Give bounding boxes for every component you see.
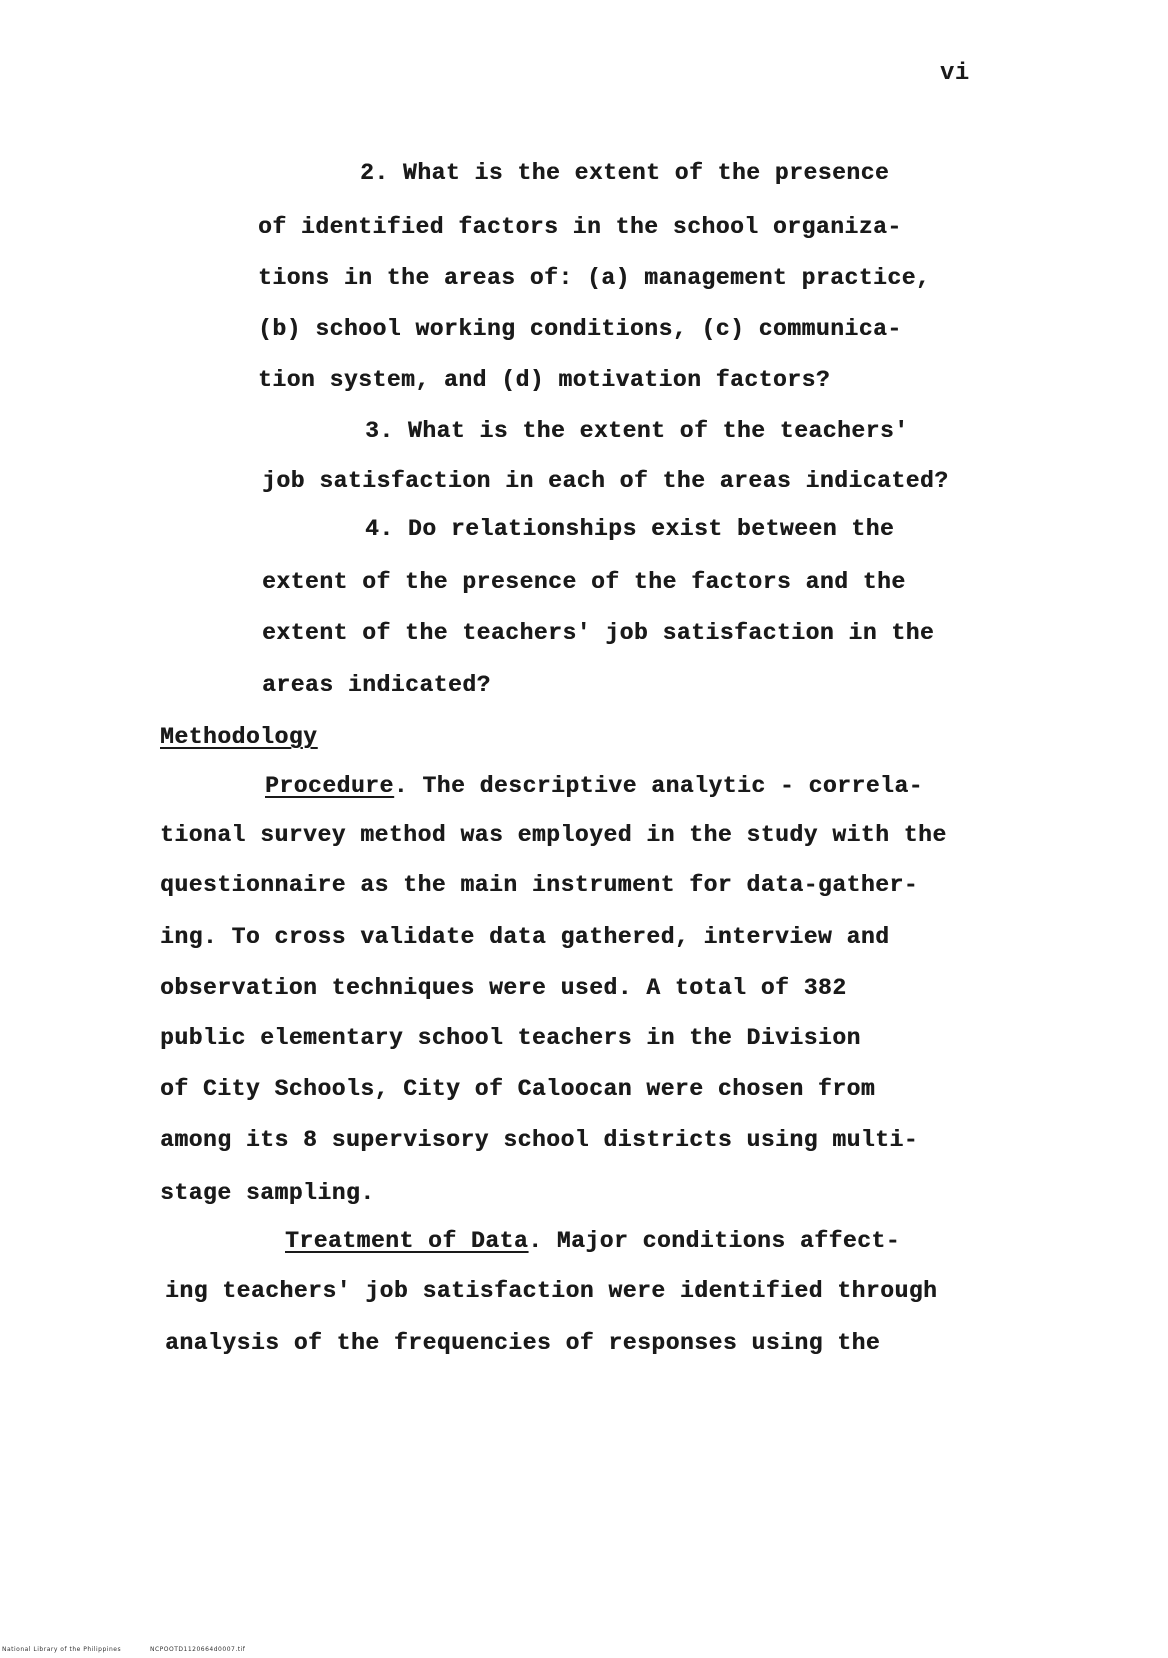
procedure-line: observation techniques were used. A total of 382 xyxy=(160,975,847,1001)
methodology-heading xyxy=(160,724,317,750)
procedure-line: questionnaire as the main instrument for data-gather- xyxy=(160,872,919,898)
procedure-line: of City Schools, City of Caloocan were chosen from xyxy=(160,1076,876,1102)
page-number: vi xyxy=(940,60,970,87)
procedure-line: ing. To cross validate data gathered, interview and xyxy=(160,924,890,950)
treatment-line: analysis of the frequencies of responses using the xyxy=(165,1330,881,1356)
treatment-first-text: . Major conditions affect- xyxy=(528,1228,900,1254)
question-2-line-4: (b) school working conditions, (c) communica- xyxy=(258,316,902,342)
treatment-first-line xyxy=(285,1228,900,1254)
footer-library: National Library of the Philippines xyxy=(2,1646,122,1653)
question-4-line-3: extent of the teachers' job satisfaction in the xyxy=(262,620,935,646)
footer-file-id: NCPOOTD1120664d0007.tif xyxy=(150,1646,246,1653)
procedure-label: Procedure xyxy=(265,773,394,799)
question-3-line-1: 3. What is the extent of the teachers' xyxy=(365,418,909,444)
procedure-line: stage sampling. xyxy=(160,1180,375,1206)
question-3-line-2: job satisfaction in each of the areas indicated? xyxy=(262,468,949,494)
treatment-line: ing teachers' job satisfaction were identified through xyxy=(165,1278,938,1304)
question-2-line-3: tions in the areas of: (a) management practice, xyxy=(258,265,931,291)
question-2-line-5: tion system, and (d) motivation factors? xyxy=(258,367,831,393)
procedure-first-text: . The descriptive analytic - correla- xyxy=(393,773,923,799)
question-4-line-2: extent of the presence of the factors and the xyxy=(262,569,906,595)
treatment-label: Treatment of Data xyxy=(285,1228,529,1254)
procedure-first-line xyxy=(265,773,923,799)
methodology-heading-text: Methodology xyxy=(160,724,318,750)
question-2-line-1: 2. What is the extent of the presence xyxy=(360,160,890,186)
question-4-line-1: 4. Do relationships exist between the xyxy=(365,516,895,542)
procedure-line: public elementary school teachers in the Division xyxy=(160,1025,861,1051)
procedure-line: among its 8 supervisory school districts using multi- xyxy=(160,1127,919,1153)
question-2-line-2: of identified factors in the school organiza- xyxy=(258,214,902,240)
question-4-line-4: areas indicated? xyxy=(262,672,491,698)
procedure-line: tional survey method was employed in the study with the xyxy=(160,822,947,848)
